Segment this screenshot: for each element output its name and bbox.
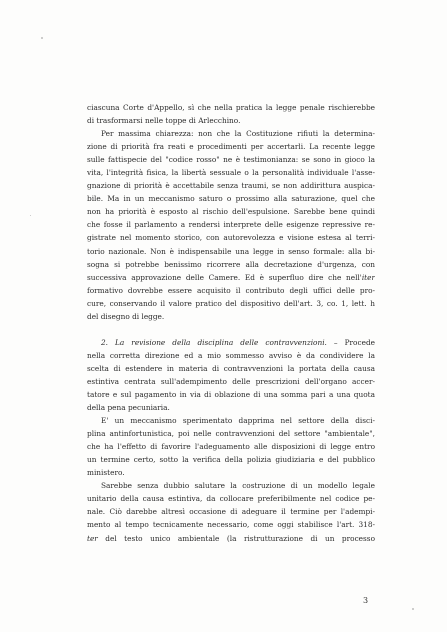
scan-speck — [30, 215, 31, 216]
text-segment: successiva approvazione delle Camere. Ed è superfluo dire che nell' — [87, 272, 362, 282]
text-line: un termine certo, sotto la verifica della polizia giudiziaria e del pubblico — [87, 455, 375, 465]
text-line: gnazione di priorità è accettabile senza traumi, se non addirittura auspica- — [87, 181, 375, 191]
text-line: di trasformarsi nelle toppe di Arlecchino. — [87, 116, 241, 126]
section-heading-line — [87, 336, 375, 349]
text-line: tatore e sul pagamento in via di oblazione di una somma pari a una quota — [87, 389, 375, 399]
text-segment: – Procede — [326, 337, 375, 347]
text-segment: del testo unico ambientale (la ristrutturazione di un processo — [105, 533, 375, 543]
text-line: zione di priorità fra reati e procedimenti per accertarli. La recente legge — [87, 142, 375, 152]
text-line: Per massima chiarezza: non che la Costituzione rifiuti la determina- — [101, 129, 375, 139]
text-line: non ha priorità è esposto al rischio dell'espulsione. Sarebbe bene quindi — [87, 207, 375, 217]
text-line: della pena pecuniaria. — [87, 403, 170, 413]
text-line: che ha l'effetto di favorire l'adeguamento alle disposizioni di legge entro — [87, 442, 375, 452]
text-line: unitario della causa estintiva, da collocare preferibilmente nel codice pe- — [87, 494, 375, 504]
section-heading: 2. La revisione della disciplina delle contravvenzioni. — [101, 337, 327, 347]
scan-speck — [412, 608, 414, 610]
text-line: del disegno di legge. — [87, 311, 165, 321]
italic-word: iter — [361, 272, 375, 282]
text-line: mento al tempo tecnicamente necessario, come oggi stabilisce l'art. 318- — [87, 520, 375, 530]
body-text — [87, 101, 375, 545]
text-line: plina antinfortunistica, poi nelle contravvenzioni del settore "ambientale", — [87, 429, 375, 439]
text-line: ministero. — [87, 468, 125, 478]
text-line: sogna si potrebbe benissimo ricorrere alla decretazione d'urgenza, con — [87, 259, 375, 269]
text-line — [87, 271, 375, 284]
text-line: scelta di estendere in materia di contravvenzioni la portata della causa — [87, 363, 375, 373]
text-line: torio nazionale. Non è indispensabile una legge in senso formale: alla bi- — [87, 246, 375, 256]
text-line: formativo dovrebbe essere acquisito il contributo degli uffici delle pro- — [87, 285, 375, 295]
text-line: nella corretta direzione ed a mio sommesso avviso è da condividere la — [87, 350, 375, 360]
text-line — [87, 532, 375, 545]
page-number: 3 — [363, 596, 369, 605]
paragraph-gap — [87, 323, 375, 336]
text-line: gistrate nel momento storico, con autorevolezza e visione estesa al terri- — [87, 233, 375, 243]
text-line: cure, conservando il valore pratico del dispositivo dell'art. 3, co. 1, lett. h — [87, 298, 375, 308]
italic-word: ter — [87, 533, 98, 543]
text-line: estintiva centrata sull'adempimento delle prescrizioni dell'organo accer- — [87, 376, 375, 386]
text-line: sulle fattispecie del "codice rosso" ne è testimonianza: se sono in gioco la — [87, 155, 375, 165]
text-line: Sarebbe senza dubbio salutare la costruzione di un modello legale — [101, 481, 375, 491]
text-line: ciascuna Corte d'Appello, sì che nella pratica la legge penale rischierebbe — [87, 103, 375, 112]
text-line: E' un meccanismo sperimentato dapprima nel settore della disci- — [101, 416, 375, 426]
scan-speck — [41, 37, 43, 39]
text-line: che fosse il parlamento a rendersi interprete delle esigenze repressive re- — [87, 220, 375, 230]
text-line: nale. Ciò darebbe altresì occasione di adeguare il termine per l'adempi- — [87, 507, 375, 517]
text-line: vita, l'integrità fisica, la libertà sessuale o la personalità individuale l'asse- — [87, 168, 375, 178]
text-line: bile. Ma in un meccanismo saturo o prossimo alla saturazione, quel che — [87, 194, 375, 204]
